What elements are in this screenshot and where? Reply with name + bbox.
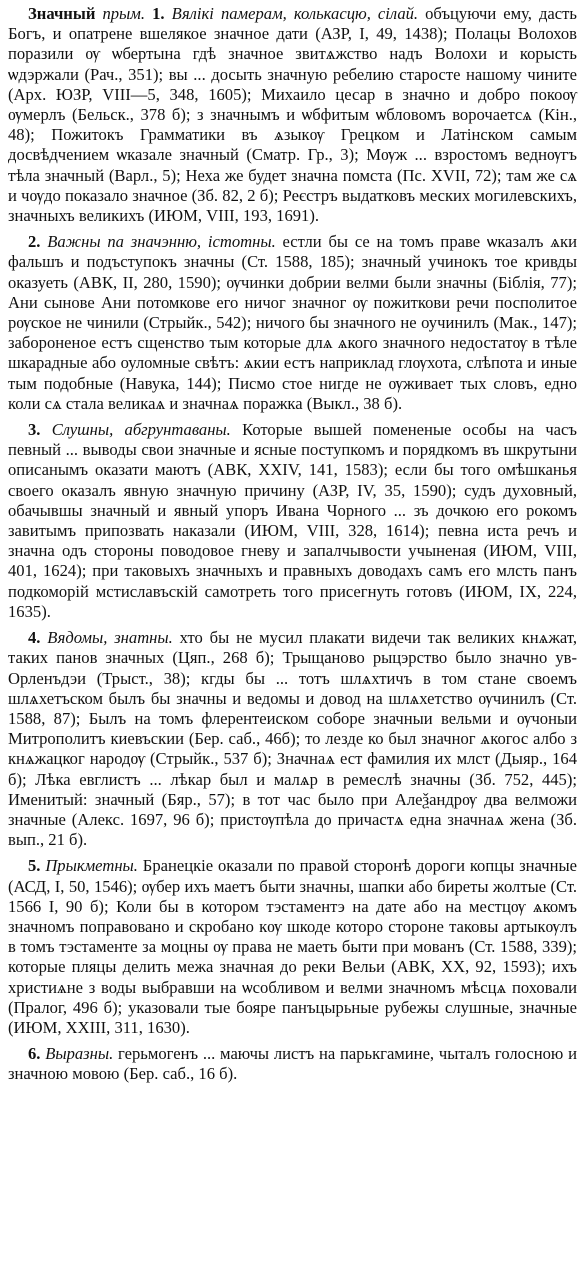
- sense-citations: Которые вышей помененые особы на часъ певный ... выводы свои значные и ясные поступкомъ и порядкомъ въ шкрутыни описанымъ оказати маютъ (АВК, XXIV, 141, 1583); если бы того омѣшканья своего оказалъ явную значную причину (АЗР, IV, 35, 1590); судъ духовный, обачывшы значный и явный упоръ Ивана Чорного ... зъ дочкою его рокомъ завитымъ припозвать наказали (ИЮМ, VIII, 328, 1614); певна иста речъ и значна одъ стороны поводовое гневу и запалчывости учыненая (ИЮМ, VIII, 401, 1624); при таковыхъ значныхъ и правныхъ доводахъ самъ его млсть панъ подкоморій мстиславъскій самотреть того присегнуть готовъ (ИЮМ, IX, 224, 1635).: [8, 420, 577, 621]
- sense-citations: Бранецкіе оказали по правой сторонѣ дороги копцы значные (АСД, I, 50, 1546); ѹбер ихъ маетъ быти значны, шапки або биреты жолтые (Ст. 1566 I, 90 б); Коли бы в котором тэстаментэ на дате або на местцѹ ѧкомъ значномъ поправовано и скробано кѹ шкоде которо стороне таковы артыкѹлъ в томъ тэстаменте за моцны ѹ права не маеть быти при мованъ (Ст. 1588, 339); которые пляцы делить межа значная до реки Вельи (АВК, XX, 92, 1593); ихъ христиѧне з воды выбравши на ѡсобливом и велми значномъ мѣсцѧ поховали (Пралог, 496 б); указовали тые бояре панъцырьные рубежы слушные, значные (ИЮМ, XXIII, 311, 1630).: [8, 856, 577, 1037]
- sense-3: [8, 420, 577, 622]
- sense-citations: хто бы не мусил плакати видечи так великих кнѧжат, таких панов значных (Цяп., 268 б); Трыщаново рыцэрство было значно ув-Орленъдэи (Трыст., 38); кгды бы ... тотъ шлѧхтичъ в том стане своемъ шлѧхетъском былъ бы значны и ведомы и довод на шлѧхетство ѹчинилъ (Ст. 1588, 87); Былъ на томъ флерентеиском соборе значныи вельми и ѹчоныи Митрополитъ киевъскии (Бер. саб., 46б); то лезде ко был значног ѧкогос албо з кнѧжацког народѹ (Стрыйк., 537 б); Значнаѧ ест фамилия их млст (Дыяр., 164 б); Лѣка евглистъ ... лѣкар был и малѧр в ремеслѣ значны (Зб. 752, 445); Именитый: значный (Бяр., 57); в тот час было при Алеѯандрѹ два велможи значные (Алекс. 1697, 96 б); пристѹпѣла до причастѧ една значнаѧ жена (Зб. вып., 21 б).: [8, 628, 577, 850]
- sense-2: [8, 232, 577, 414]
- sense-1: [8, 4, 577, 226]
- sense-number: 4.: [28, 628, 41, 648]
- sense-citations: объцуючи ему, дасть Богъ, и опатрене вшелякое значное дати (АЗР, I, 49, 1438); Полацы Волохов поразили ѹ ѡбертына гдѣ значное звитѧжство надъ Волохи и корысть ѡдэржали (Рач., 351); вы ... досыть значную ребелию старосте нашому чините (Арх. ЮЗР, VIII—5, 348, 1605); Михаило цесар в значно и добро покоѹ ѹмерлъ (Бельск., 378 б); з значнымъ и ѡбфитым ѡбловомъ ворочаетсѧ (Кін., 48); Пожитокъ Грамматики въ ѧзыкѹ Грецком и Латінском самым досвѣдчением ѡказале значный (Сматр. Гр., 3); Мѹж ... взростомъ веднѹгъ тѣла значный (Варл., 5); Неха же будет значна помста (Пс. XVII, 72); там же сѧ и чѹдо показало значное (Зб. 82, 2 б); Реєстръ выдатковъ меских могилевскихъ, значныхъ великихъ (ИЮМ, VIII, 193, 1691).: [8, 4, 577, 226]
- sense-gloss: Слушны, абгрунтаваны.: [51, 420, 231, 440]
- sense-gloss: Прыкметны.: [45, 856, 138, 876]
- sense-5: [8, 856, 577, 1038]
- part-of-speech: прым.: [102, 4, 146, 23]
- sense-gloss: Вялікі памерам, колькасцю, сілай.: [171, 4, 419, 23]
- sense-number: 2.: [28, 232, 41, 252]
- sense-citations: естли бы се на томъ праве ѡказалъ ѧки фальшъ и подъступокъ значны (Ст. 1588, 185); значный учинокъ тое кривды оказуеть (АВК, II, 280, 1590); ѹчинки добрии велми были значны (Біблія, 77); Ани сынове Ани потомкове его ничог значног ѹ пожиткови речи посполитое рѹское не чинили (Стрыйк., 542); ничого бы значного не оучинилъ (Мак., 147); забороненое естъ сщенство тым которые длѧ ѧкого значного недостатѹ в тѣле шкарадные або оуломные свѣтъ: ѧкии естъ наприклад глѹхота, слѣпота и иные тым подобные (Навука, 144); Писмо стое нигде не ѹживает тых словъ, едно коли сѧ стала великаѧ и значнаѧ поражка (Выкл., 38 б).: [8, 232, 577, 413]
- sense-4: [8, 628, 577, 850]
- sense-gloss: Важны па значэнню, істотны.: [47, 232, 276, 252]
- sense-number: 1.: [152, 4, 165, 23]
- sense-number: 5.: [28, 856, 41, 876]
- sense-6: [8, 1044, 577, 1084]
- sense-citations: герьмогенъ ... маючы листъ на парькгамине, чыталъ голосною и значною мовою (Бер. саб., 16 б).: [8, 1044, 577, 1084]
- sense-number: 3.: [28, 420, 41, 440]
- sense-gloss: Вядомы, знатны.: [47, 628, 173, 648]
- sense-number: 6.: [28, 1044, 41, 1064]
- sense-gloss: Выразны.: [45, 1044, 114, 1064]
- headword: Значный: [28, 4, 96, 23]
